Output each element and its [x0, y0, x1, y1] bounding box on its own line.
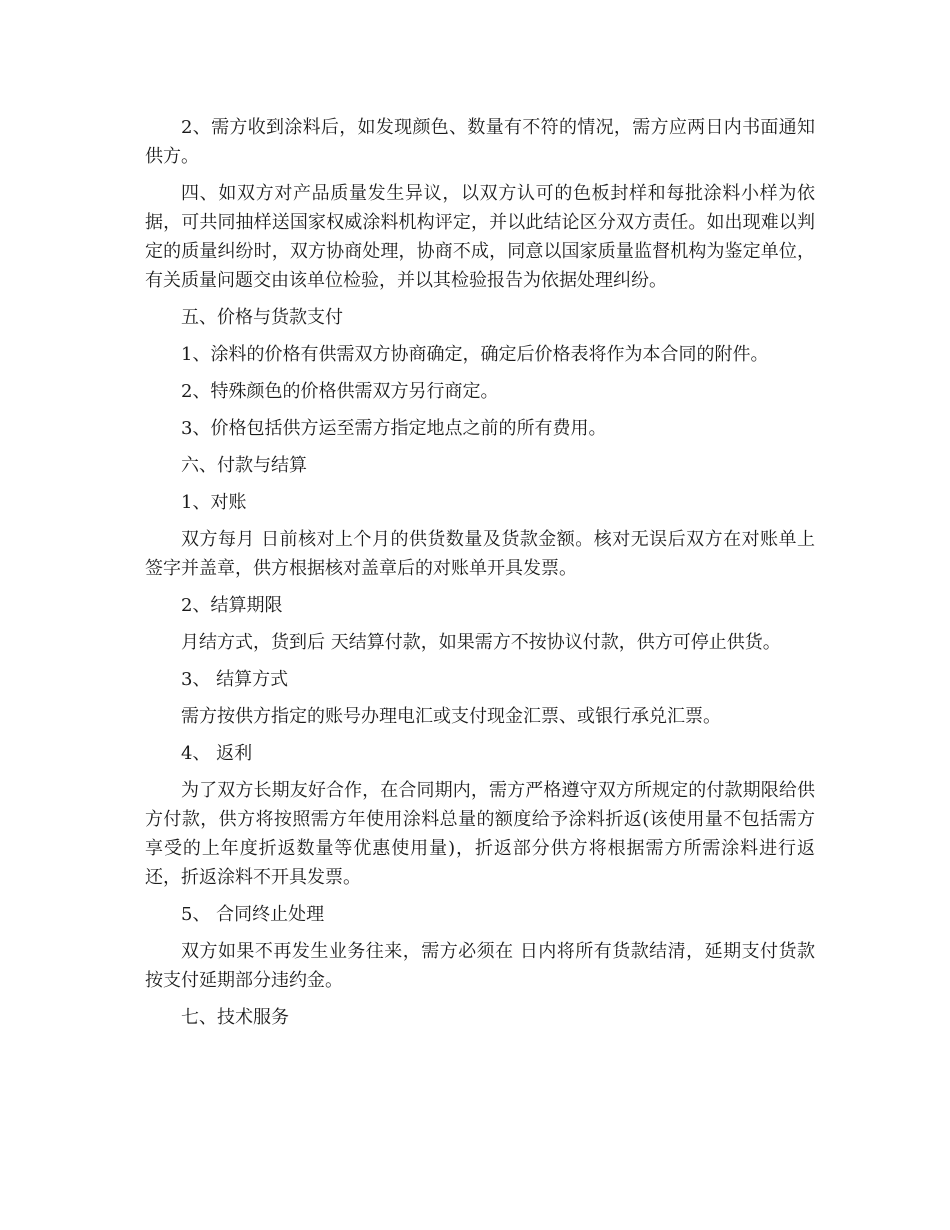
paragraph-settlement-method: 需方按供方指定的账号办理电汇或支付现金汇票、或银行承兑汇票。 — [181, 706, 721, 727]
subheading-rebate: 4、 返利 — [181, 743, 253, 764]
paragraph-reconciliation: 双方每月 日前核对上个月的供货数量及货款金额。核对无误后双方在对账单上签字并盖章，供方根据核对盖章后的对账单开具发票。 — [145, 529, 815, 579]
heading-price-payment: 五、价格与货款支付 — [181, 307, 343, 328]
subheading-contract-termination: 5、 合同终止处理 — [181, 904, 325, 925]
heading-payment-settlement: 六、付款与结算 — [181, 455, 307, 476]
paragraph-rebate: 为了双方长期友好合作，在合同期内，需方严格遵守双方所规定的付款期限给供方付款，供方将按照需方年使用涂料总量的额度给予涂料折返(该使用量不包括需方享受的上年度折返数量等优惠使用量)，折返部分供方将根据需方所需涂料进行返还，折返涂料不开具发票。 — [145, 780, 815, 888]
subheading-settlement-term: 2、结算期限 — [181, 595, 283, 616]
paragraph-price-1: 1、涂料的价格有供需双方协商确定，确定后价格表将作为本合同的附件。 — [181, 344, 769, 365]
paragraph-quality-dispute: 四、如双方对产品质量发生异议，以双方认可的色板封样和每批涂料小样为依据，可共同抽样送国家权威涂料机构评定，并以此结论区分双方责任。如出现难以判定的质量纠纷时，双方协商处理，协商不成，同意以国家质量监督机构为鉴定单位，有关质量问题交由该单位检验，并以其检验报告为依据处理纠纷。 — [145, 183, 815, 291]
paragraph-contract-termination: 双方如果不再发生业务往来，需方必须在 日内将所有货款结清，延期支付货款按支付延期部分违约金。 — [145, 941, 815, 991]
paragraph-inspection-notice: 2、需方收到涂料后，如发现颜色、数量有不符的情况，需方应两日内书面通知供方。 — [145, 117, 815, 167]
subheading-settlement-method: 3、 结算方式 — [181, 669, 289, 690]
paragraph-price-3: 3、价格包括供方运至需方指定地点之前的所有费用。 — [181, 418, 607, 439]
paragraph-price-2: 2、特殊颜色的价格供需双方另行商定。 — [181, 381, 499, 402]
document-body — [145, 113, 815, 1040]
heading-technical-service: 七、技术服务 — [181, 1007, 289, 1028]
paragraph-settlement-term: 月结方式，货到后 天结算付款，如果需方不按协议付款，供方可停止供货。 — [181, 632, 781, 653]
subheading-reconciliation: 1、对账 — [181, 492, 247, 513]
